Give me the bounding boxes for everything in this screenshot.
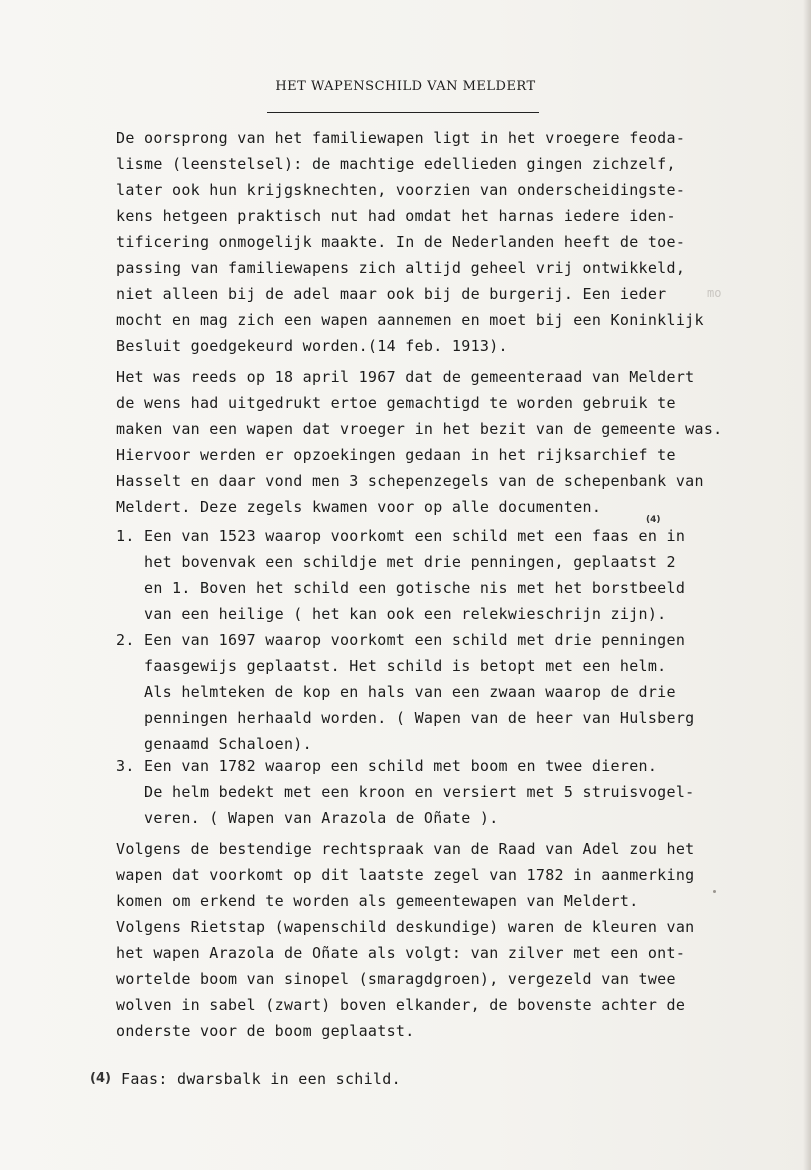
text-line: en 1. Boven het schild een gotische nis met het borstbeeld [116,579,686,597]
text-line: komen om erkend te worden als gemeentewapen van Meldert. [116,892,639,910]
text-line: 1. Een van 1523 waarop voorkomt een schild met een faas en in [116,527,686,545]
text-line: wapen dat voorkomt op dit laatste zegel van 1782 in aanmerking [116,866,695,884]
text-line: tificering onmogelijk maakte. In de Nederlanden heeft de toe- [116,233,686,251]
text-line: De oorsprong van het familiewapen ligt in het vroegere feoda- [116,129,686,147]
text-line: later ook hun krijgsknechten, voorzien van onderscheidingste- [116,181,686,199]
footnote-marker: (4) [90,1071,111,1086]
text-line: van een heilige ( het kan ook een relekwieschrijn zijn). [116,605,667,623]
text-line: De helm bedekt met een kroon en versiert met 5 struisvogel- [116,783,695,801]
footnote-reference: (4) [646,515,661,525]
text-line: genaamd Schaloen). [116,735,312,753]
page-edge-shadow [803,0,811,1170]
text-line: passing van familiewapens zich altijd geheel vrij ontwikkeld, [116,259,686,277]
text-line: maken van een wapen dat vroeger in het bezit van de gemeente was. [116,420,723,438]
text-line: niet alleen bij de adel maar ook bij de burgerij. Een ieder [116,285,667,303]
text-line: de wens had uitgedrukt ertoe gemachtigd te worden gebruik te [116,394,676,412]
document-title: HET WAPENSCHILD VAN MELDERT [275,79,536,94]
text-line: Volgens de bestendige rechtspraak van de Raad van Adel zou het [116,840,695,858]
text-line: veren. ( Wapen van Arazola de Oñate ). [116,809,499,827]
text-line: Volgens Rietstap (wapenschild deskundige) waren de kleuren van [116,918,695,936]
text-line: Meldert. Deze zegels kwamen voor op alle documenten. [116,498,602,516]
text-line: 2. Een van 1697 waarop voorkomt een schild met drie penningen [116,631,686,649]
text-line: onderste voor de boom geplaatst. [116,1022,415,1040]
text-line: lisme (leenstelsel): de machtige edellieden gingen zichzelf, [116,155,676,173]
text-line: het wapen Arazola de Oñate als volgt: van zilver met een ont- [116,944,686,962]
text-line: Als helmteken de kop en hals van een zwaan waarop de drie [116,683,676,701]
text-line: Besluit goedgekeurd worden.(14 feb. 1913). [116,337,508,355]
text-line: 3. Een van 1782 waarop een schild met boom en twee dieren. [116,757,658,775]
text-line: Hasselt en daar vond men 3 schepenzegels van de schepenbank van [116,472,704,490]
text-line: wortelde boom van sinopel (smaragdgroen), vergezeld van twee [116,970,676,988]
text-line: Het was reeds op 18 april 1967 dat de gemeenteraad van Meldert [116,368,695,386]
text-line: penningen herhaald worden. ( Wapen van de heer van Hulsberg [116,709,695,727]
text-line: het bovenvak een schildje met drie penningen, geplaatst 2 [116,553,676,571]
faint-ghost-mark: mo [707,286,722,300]
text-line: faasgewijs geplaatst. Het schild is betopt met een helm. [116,657,667,675]
footnote-text: Faas: dwarsbalk in een schild. [121,1070,401,1088]
speck [713,890,716,893]
title-underline [267,112,539,113]
text-line: mocht en mag zich een wapen aannemen en moet bij een Koninklijk [116,311,704,329]
text-line: wolven in sabel (zwart) boven elkander, de bovenste achter de [116,996,686,1014]
text-line: kens hetgeen praktisch nut had omdat het harnas iedere iden- [116,207,676,225]
text-line: Hiervoor werden er opzoekingen gedaan in het rijksarchief te [116,446,676,464]
